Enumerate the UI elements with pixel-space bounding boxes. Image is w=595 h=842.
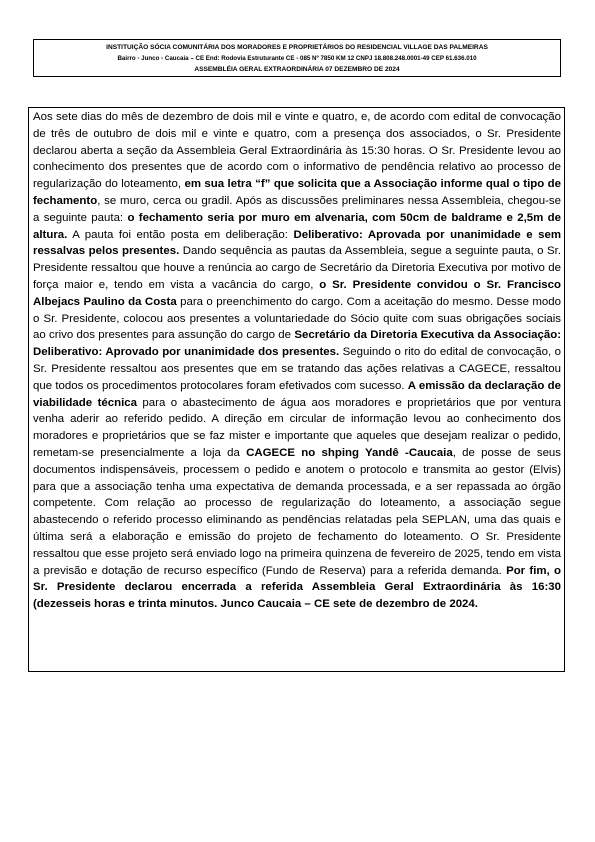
minutes-text bbox=[28, 107, 565, 672]
minutes-emphasis: o Sr. Presidente convidou o Sr. Francisco Albejacs Paulino da Costa bbox=[33, 278, 562, 308]
minutes-emphasis: CAGECE no shping Yandê -Caucaia bbox=[246, 446, 453, 459]
minutes-emphasis: em sua letra “f” que solicita que a Associação informe qual o tipo de fechamento bbox=[33, 178, 562, 207]
letterhead-box bbox=[33, 39, 561, 77]
minutes-emphasis: o fechamento seria por muro em alvenaria, com 50cm de baldrame e 2,5m de altura. bbox=[33, 211, 562, 241]
minutes-text-part: para o abastecimento de água aos moradores e proprietários que por ventura venha aderir ao referido pedido. A direção em circular de informação levou ao conhecimento dos moradores e proprietários que se faz mister e importante que aqueles que desejam realizar o pedido, remetam-se presencialmente a loja da bbox=[33, 396, 561, 459]
minutes-text-part: Aos sete dias do mês de dezembro de dois mil e vinte e quatro, e, de acordo com edital de convocação de três de outubro de dois mil e vinte e quatro, com a presença dos associados, o Sr. Presidente declarou aberta a seção da Assembleia Geral Extraordinária às 15:30 horas. O Sr. Presidente levou ao conhecimento dos presentes que de acordo com o informativo de pendência relativo ao processo de regularização do loteamento, bbox=[33, 111, 561, 191]
minutes-emphasis: Secretário da Diretoria Executiva da Associação: Deliberativo: Aprovado por unanimidade dos presentes. bbox=[33, 329, 561, 359]
minutes-text-part: , se muro, cerca ou gradil. Após as discussões preliminares nessa Assembleia, chegou-se a seguinte pauta: bbox=[33, 194, 561, 224]
institution-name: INSTITUIÇÃO SÓCIA COMUNITÁRIA DOS MORADORES E PROPRIETÁRIOS DO RESIDENCIAL VILLAGE DAS PALMEIRAS bbox=[106, 44, 488, 51]
minutes-closing: Por fim, o Sr. Presidente declarou encerrada a referida Assembleia Geral Extraordinária às 16:30 (dezesseis horas e trinta minutos. Junco Caucaia – CE sete de dezembro de 2024. bbox=[33, 564, 561, 611]
minutes-emphasis: Deliberativo: Aprovada por unanimidade e sem ressalvas pelos presentes. bbox=[33, 228, 562, 258]
minutes-emphasis: A emissão da declaração de viabilidade técnica bbox=[33, 379, 561, 409]
institution-address: Bairro - Junco - Caucaia – CE End: Rodovia Estruturante CE - 085 Nº 7850 KM 12 CNPJ 18.808.248.0001-49 CEP 61.636.010 bbox=[117, 55, 477, 62]
assembly-title: ASSEMBLÉIA GERAL EXTRAORDINÁRIA 07 DEZEMBRO DE 2024 bbox=[194, 66, 400, 73]
minutes-text-part: Seguindo o rito do edital de convocação, o Sr. Presidente ressaltou aos presentes que em se tratando das ações relativas a CAGECE, ressaltou que todos os procedimentos protocolares foram efetivados com sucesso. bbox=[33, 346, 561, 392]
minutes-text-part: A pauta foi então posta em deliberação: bbox=[67, 228, 294, 241]
minutes-text-part: , de posse de seus documentos indispensáveis, processem o pedido e anotem o protocolo e transmita ao gestor (Elvis) para que a associação tenha uma expectativa de demanda processada, e a ser repassada ao órgão competente. Com relação ao processo de regularização do loteamento, a associação segue abastecendo o referido processo eliminando as pendências relatadas pela SEPLAN, uma das quais e última será a elaboração e emissão do projeto de fechamento do loteamento. O Sr. Presidente ressaltou que esse projeto será enviado logo na primeira quinzena de fevereiro de 2025, tendo em vista a previsão e dotação de recurso específico (Fundo de Reserva) para a referida demanda. bbox=[33, 446, 562, 577]
minutes-text-part: para o preenchimento do cargo. Com a aceitação do mesmo. Desse modo o Sr. Presidente, colocou aos presentes a voluntariedade do Sócio quite com suas obrigações sociais ao crivo dos presentes para assunção do cargo de bbox=[33, 295, 561, 342]
minutes-text-part: Dando sequência as pautas da Assembleia, segue a seguinte pauta, o Sr. Presidente ressaltou que houve a renúncia ao cargo de Secretário da Diretoria Executiva por motivo de força maior e, tendo em vista a vacância do cargo, bbox=[33, 245, 561, 291]
